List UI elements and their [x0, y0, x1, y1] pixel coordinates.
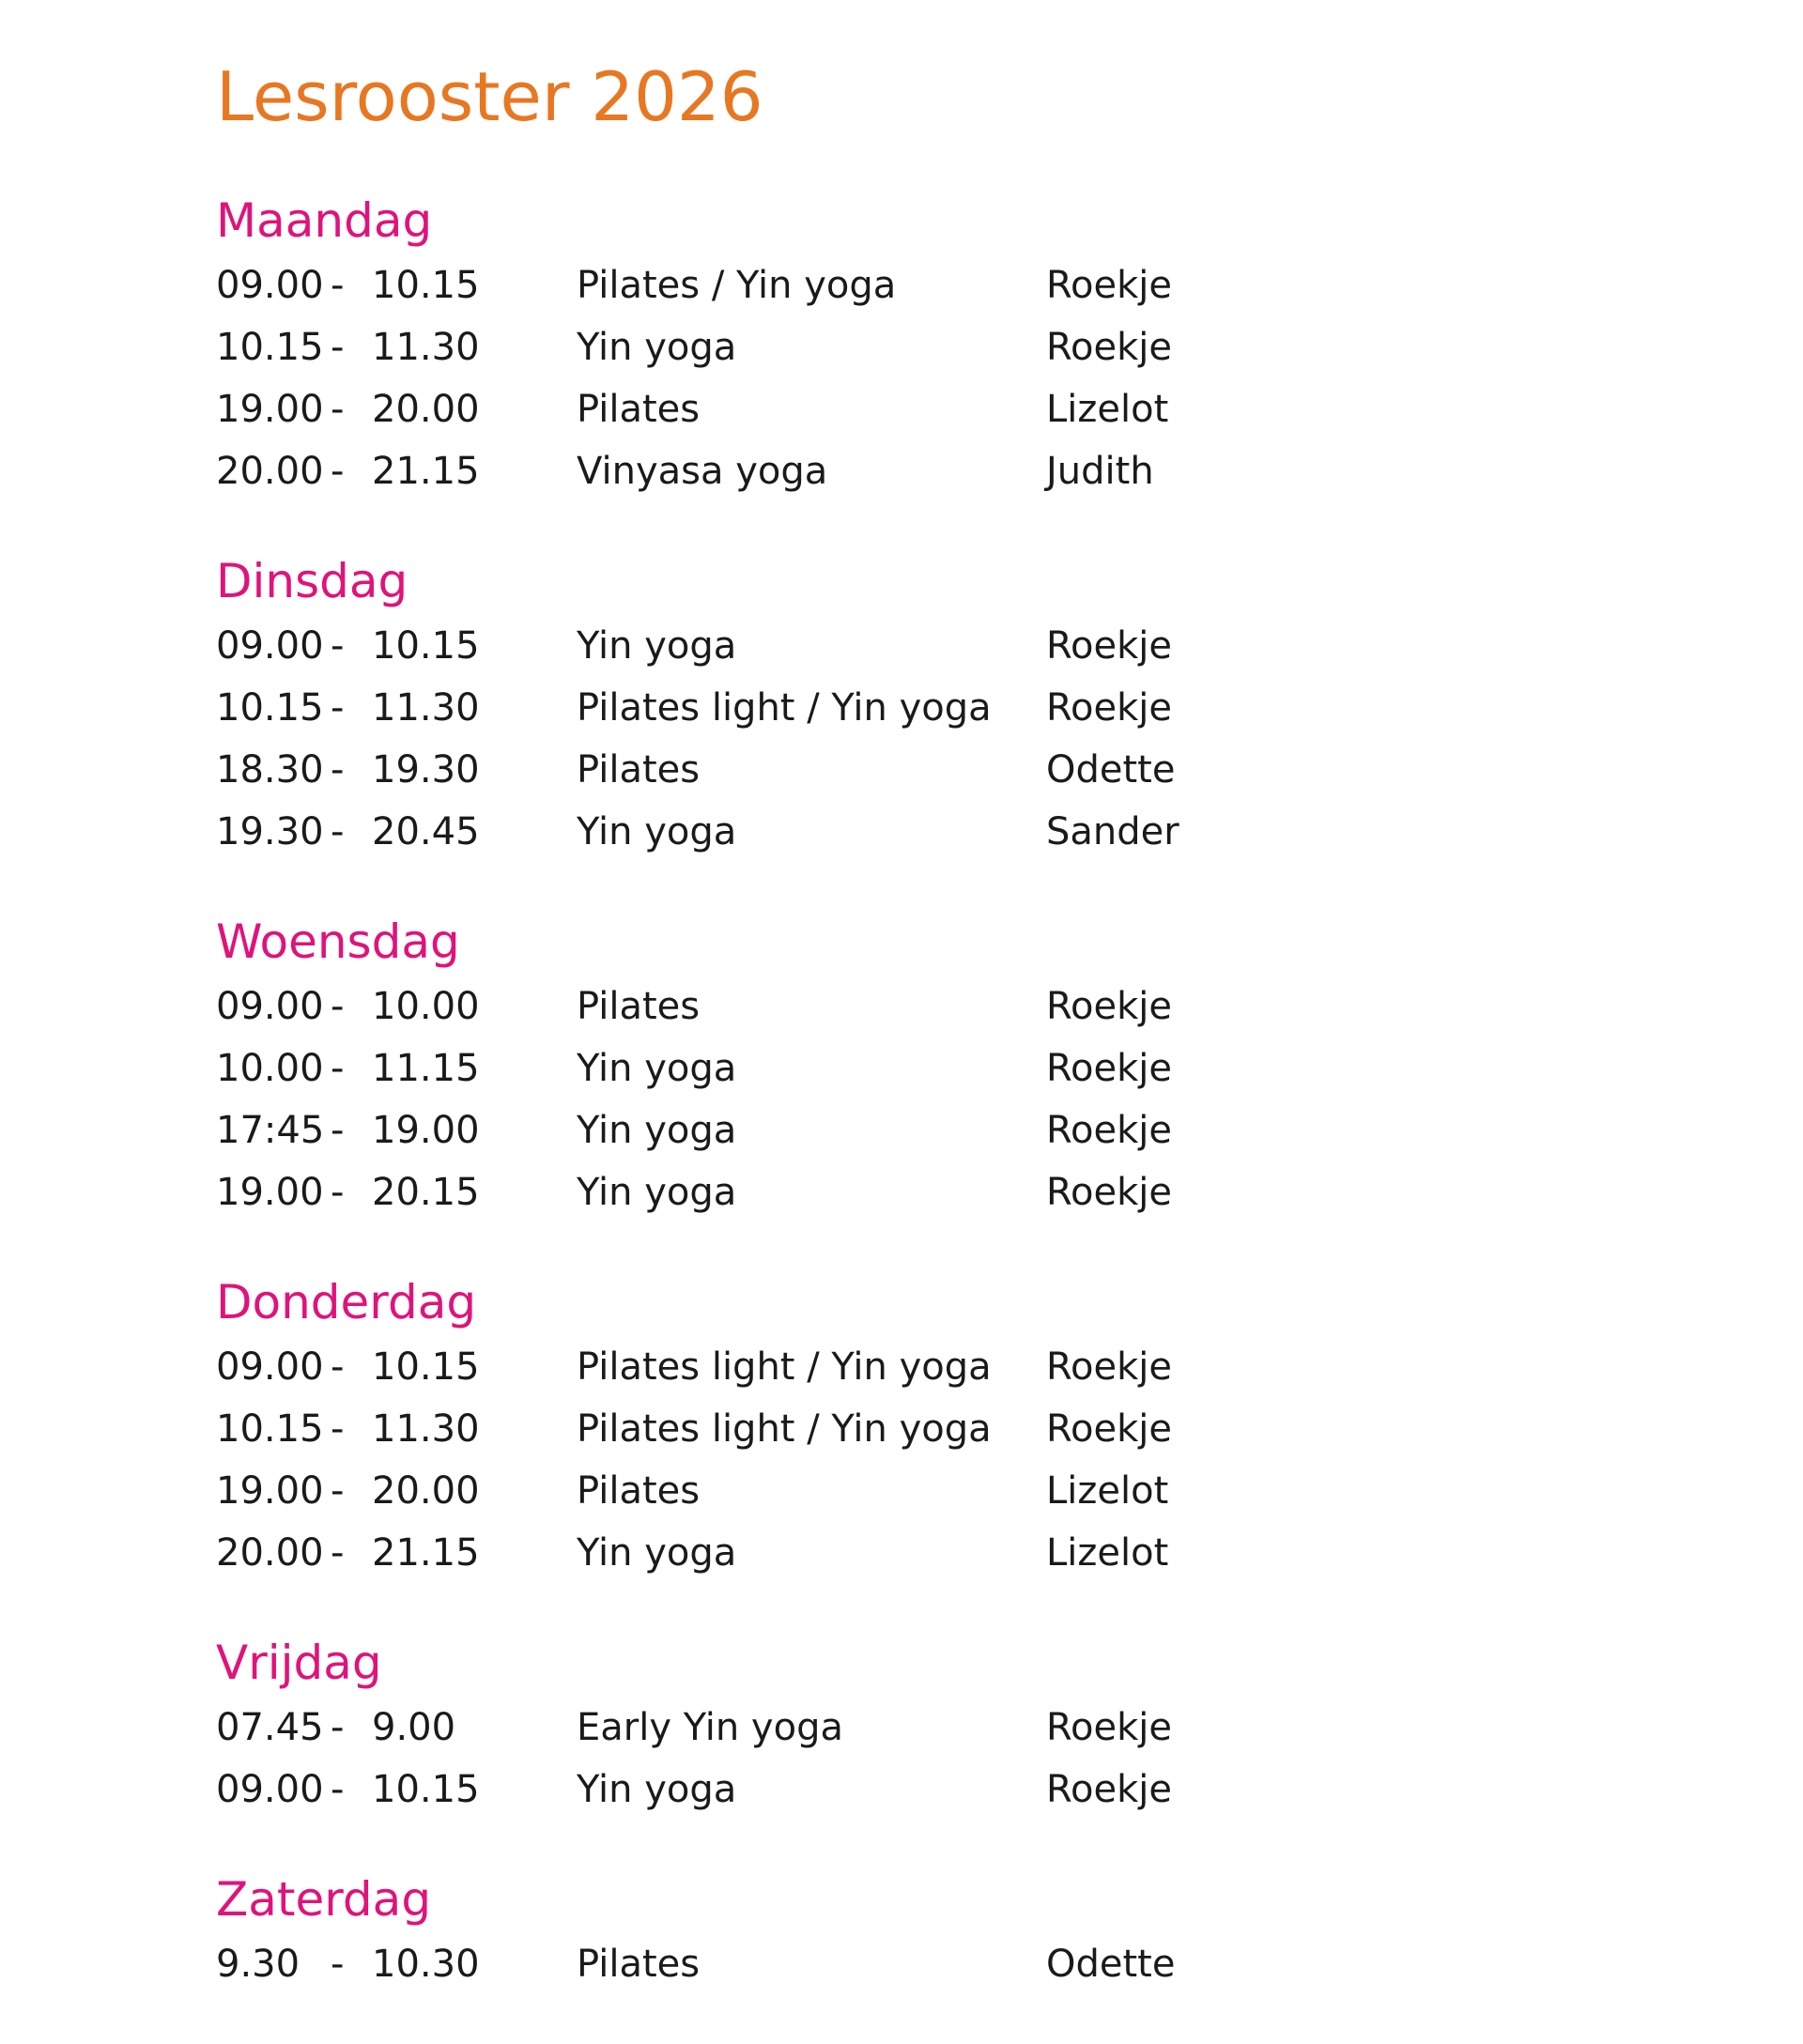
lesson-row — [216, 254, 1625, 316]
teacher-name: Lizelot — [1046, 388, 1169, 431]
lesson-row — [216, 615, 1625, 677]
teacher-name: Odette — [1046, 1943, 1176, 1986]
teacher-name: Roekje — [1046, 686, 1172, 730]
start-time: 09.00 — [216, 264, 324, 307]
time-separator: - — [331, 264, 345, 307]
teacher-name: Lizelot — [1046, 1469, 1169, 1513]
start-time: 20.00 — [216, 1531, 324, 1575]
teacher-name: Lizelot — [1046, 1531, 1169, 1575]
time-separator: - — [331, 1109, 345, 1152]
day-section — [216, 1633, 1625, 1821]
class-name: Pilates — [577, 748, 701, 791]
lesson-row — [216, 1522, 1625, 1584]
time-separator: - — [331, 1531, 345, 1575]
teacher-name: Roekje — [1046, 326, 1172, 369]
class-name: Pilates / Yin yoga — [577, 264, 897, 307]
start-time: 10.15 — [216, 1407, 324, 1451]
lesson-row — [216, 1037, 1625, 1099]
time-separator: - — [331, 1706, 345, 1749]
lesson-row — [216, 1099, 1625, 1161]
teacher-name: Roekje — [1046, 1109, 1172, 1152]
teacher-name: Roekje — [1046, 985, 1172, 1028]
day-heading: Dinsdag — [216, 554, 408, 608]
time-separator: - — [331, 686, 345, 730]
start-time: 18.30 — [216, 748, 324, 791]
day-section — [216, 912, 1625, 1223]
teacher-name: Roekje — [1046, 1047, 1172, 1090]
teacher-name: Roekje — [1046, 624, 1172, 668]
time-separator: - — [331, 748, 345, 791]
start-time: 09.00 — [216, 1345, 324, 1389]
start-time: 09.00 — [216, 1768, 324, 1811]
day-heading: Vrijdag — [216, 1636, 382, 1690]
end-time: 19.00 — [372, 1109, 480, 1152]
end-time: 20.45 — [372, 810, 480, 853]
day-heading: Donderdag — [216, 1275, 477, 1329]
end-time: 11.30 — [372, 326, 480, 369]
class-name: Yin yoga — [577, 1531, 737, 1575]
start-time: 10.15 — [216, 326, 324, 369]
time-separator: - — [331, 624, 345, 668]
lesson-row — [216, 1759, 1625, 1821]
start-time: 09.00 — [216, 624, 324, 668]
time-separator: - — [331, 1407, 345, 1451]
day-heading: Woensdag — [216, 914, 460, 969]
start-time: 20.00 — [216, 450, 324, 493]
lesson-row — [216, 976, 1625, 1037]
time-separator: - — [331, 1469, 345, 1513]
teacher-name: Roekje — [1046, 1171, 1172, 1214]
day-section — [216, 1869, 1625, 1995]
page-title: Lesrooster 2026 — [216, 57, 763, 136]
end-time: 11.30 — [372, 1407, 480, 1451]
time-separator: - — [331, 326, 345, 369]
teacher-name: Roekje — [1046, 264, 1172, 307]
teacher-name: Sander — [1046, 810, 1179, 853]
day-section — [216, 1272, 1625, 1584]
teacher-name: Roekje — [1046, 1345, 1172, 1389]
time-separator: - — [331, 810, 345, 853]
end-time: 9.00 — [372, 1706, 456, 1749]
time-separator: - — [331, 1768, 345, 1811]
lesson-row — [216, 378, 1625, 440]
start-time: 19.30 — [216, 810, 324, 853]
class-name: Vinyasa yoga — [577, 450, 828, 493]
teacher-name: Roekje — [1046, 1706, 1172, 1749]
class-name: Pilates light / Yin yoga — [577, 686, 992, 730]
teacher-name: Roekje — [1046, 1407, 1172, 1451]
teacher-name: Odette — [1046, 748, 1176, 791]
class-name: Early Yin yoga — [577, 1706, 843, 1749]
class-name: Yin yoga — [577, 1047, 737, 1090]
end-time: 10.30 — [372, 1943, 480, 1986]
start-time: 07.45 — [216, 1706, 324, 1749]
class-name: Yin yoga — [577, 1171, 737, 1214]
time-separator: - — [331, 985, 345, 1028]
start-time: 17:45 — [216, 1109, 325, 1152]
day-section — [216, 551, 1625, 863]
end-time: 19.30 — [372, 748, 480, 791]
class-name: Pilates — [577, 1469, 701, 1513]
time-separator: - — [331, 1171, 345, 1214]
end-time: 10.15 — [372, 264, 480, 307]
lesson-row — [216, 1336, 1625, 1398]
start-time: 10.00 — [216, 1047, 324, 1090]
end-time: 11.30 — [372, 686, 480, 730]
teacher-name: Roekje — [1046, 1768, 1172, 1811]
start-time: 19.00 — [216, 388, 324, 431]
end-time: 20.00 — [372, 388, 480, 431]
time-separator: - — [331, 1047, 345, 1090]
class-name: Yin yoga — [577, 1768, 737, 1811]
end-time: 11.15 — [372, 1047, 480, 1090]
class-name: Pilates — [577, 1943, 701, 1986]
schedule-page — [216, 54, 1625, 2044]
lesson-row — [216, 1460, 1625, 1522]
class-name: Yin yoga — [577, 1109, 737, 1152]
schedule-days — [216, 191, 1625, 1995]
end-time: 10.15 — [372, 624, 480, 668]
class-name: Pilates — [577, 985, 701, 1028]
end-time: 21.15 — [372, 1531, 480, 1575]
class-name: Yin yoga — [577, 810, 737, 853]
lesson-row — [216, 1933, 1625, 1995]
time-separator: - — [331, 1345, 345, 1389]
class-name: Pilates light / Yin yoga — [577, 1407, 992, 1451]
class-name: Pilates light / Yin yoga — [577, 1345, 992, 1389]
lesson-row — [216, 677, 1625, 739]
day-section — [216, 191, 1625, 502]
lesson-row — [216, 316, 1625, 378]
end-time: 20.00 — [372, 1469, 480, 1513]
time-separator: - — [331, 388, 345, 431]
day-heading: Zaterdag — [216, 1872, 432, 1927]
day-heading: Maandag — [216, 193, 433, 248]
start-time: 09.00 — [216, 985, 324, 1028]
class-name: Pilates — [577, 388, 701, 431]
end-time: 21.15 — [372, 450, 480, 493]
lesson-row — [216, 1161, 1625, 1223]
teacher-name: Judith — [1046, 450, 1154, 493]
time-separator: - — [331, 450, 345, 493]
lesson-row — [216, 440, 1625, 502]
start-time: 19.00 — [216, 1171, 324, 1214]
class-name: Yin yoga — [577, 624, 737, 668]
class-name: Yin yoga — [577, 326, 737, 369]
end-time: 20.15 — [372, 1171, 480, 1214]
start-time: 9.30 — [216, 1943, 300, 1986]
lesson-row — [216, 801, 1625, 863]
lesson-row — [216, 739, 1625, 801]
time-separator: - — [331, 1943, 345, 1986]
lesson-row — [216, 1398, 1625, 1460]
end-time: 10.15 — [372, 1345, 480, 1389]
end-time: 10.15 — [372, 1768, 480, 1811]
start-time: 19.00 — [216, 1469, 324, 1513]
lesson-row — [216, 1697, 1625, 1759]
start-time: 10.15 — [216, 686, 324, 730]
end-time: 10.00 — [372, 985, 480, 1028]
